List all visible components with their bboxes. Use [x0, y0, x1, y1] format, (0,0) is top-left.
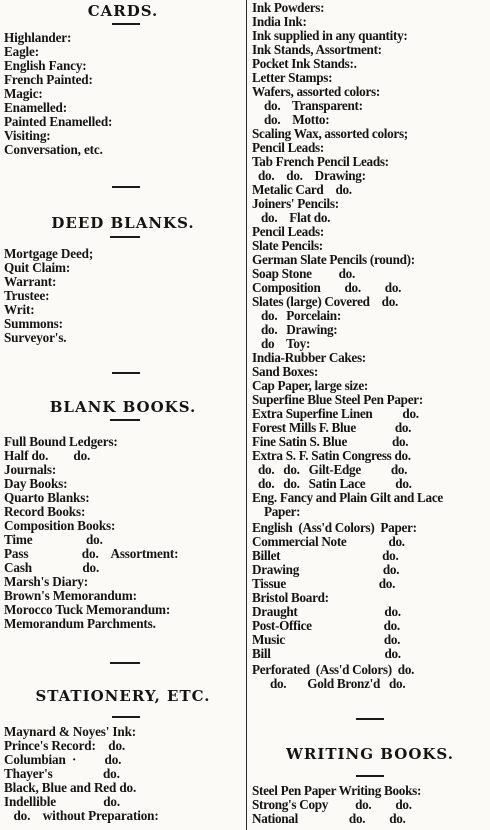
list-item: Joiners' Pencils: — [252, 196, 339, 211]
list-item: Extra S. F. Satin Congress do. — [252, 448, 411, 463]
list-item: Quit Claim: — [4, 260, 71, 275]
list-item: do. do. Gilt-Edge do. — [252, 462, 408, 477]
list-item: Journals: — [4, 462, 57, 477]
list-item: Composition do. do. — [252, 280, 402, 295]
list-item: Record Books: — [4, 504, 86, 519]
list-item: Warrant: — [4, 274, 57, 289]
list-item: Indellible do. — [4, 794, 120, 809]
list-item: Brown's Memorandum: — [4, 588, 137, 603]
list-item: Superfine Blue Steel Pen Paper: — [252, 392, 423, 407]
list-item: Slate Pencils: — [252, 238, 323, 253]
list-item: Morocco Tuck Memorandum: — [4, 602, 171, 617]
section-heading-writing-books: WRITING BOOKS. — [286, 745, 454, 763]
list-item: do. Motto: — [252, 112, 330, 127]
section-separator — [112, 372, 140, 374]
list-item: Bristol Board: — [252, 590, 329, 605]
list-item: Drawing do. — [252, 562, 400, 577]
list-item: Marsh's Diary: — [4, 574, 88, 589]
list-item: English (Ass'd Colors) Paper: — [252, 520, 417, 535]
list-item: Cash do. — [4, 560, 100, 575]
section-rule — [356, 775, 384, 777]
section-rule — [112, 716, 140, 718]
list-item: National do. do. — [252, 811, 406, 826]
list-item: Scaling Wax, assorted colors; — [252, 126, 408, 141]
list-item: do. do. Drawing: — [252, 168, 366, 183]
section-rule — [110, 236, 140, 238]
list-item: Pencil Leads: — [252, 224, 324, 239]
list-item: Summons: — [4, 316, 63, 331]
list-item: Pocket Ink Stands:. — [252, 56, 357, 71]
list-item: Pass do. Assortment: — [4, 546, 179, 561]
list-item: do. Transparent: — [252, 98, 363, 113]
list-item: Prince's Record: do. — [4, 738, 126, 753]
list-item: India-Rubber Cakes: — [252, 350, 366, 365]
list-item: do Toy: — [252, 336, 311, 351]
list-item: Maynard & Noyes' Ink: — [4, 724, 137, 739]
list-item: Soap Stone do. — [252, 266, 355, 281]
list-item: Highlander: — [4, 30, 72, 45]
section-heading-blank-books: BLANK BOOKS. — [49, 398, 197, 416]
list-item: do. do. Satin Lace do. — [252, 476, 412, 491]
list-item: Pencil Leads: — [252, 140, 324, 155]
section-separator — [112, 186, 140, 188]
list-item: Mortgage Deed; — [4, 246, 94, 261]
section-heading-stationery: STATIONERY, ETC. — [35, 687, 211, 705]
list-item: do. Gold Bronz'd do. — [252, 676, 406, 691]
list-item: Fine Satin S. Blue do. — [252, 434, 409, 449]
section-separator — [356, 718, 384, 720]
list-item: Billet do. — [252, 548, 399, 563]
section-rule — [110, 419, 140, 421]
list-item: Composition Books: — [4, 518, 116, 533]
list-item: Enamelled: — [4, 100, 67, 115]
list-item: Steel Pen Paper Writing Books: — [252, 783, 422, 798]
list-item: Half do. do. — [4, 448, 91, 463]
list-item: Forest Mills F. Blue do. — [252, 420, 412, 435]
list-item: German Slate Pencils (round): — [252, 252, 415, 267]
section-separator — [110, 662, 140, 664]
list-item: Memorandum Parchments. — [4, 616, 156, 631]
list-item: Visiting: — [4, 128, 51, 143]
list-item: Sand Boxes: — [252, 364, 318, 379]
list-item: Music do. — [252, 632, 401, 647]
list-item: do. Flat do. — [252, 210, 331, 225]
list-item: Perforated (Ass'd Colors) do. — [252, 662, 415, 677]
list-item: Cap Paper, large size: — [252, 378, 368, 393]
list-item: do. Porcelain: — [252, 308, 341, 323]
list-item: Conversation, etc. — [4, 142, 103, 157]
list-item: Bill do. — [252, 646, 401, 661]
list-item: Extra Superfine Linen do. — [252, 406, 419, 421]
list-item: Time do. — [4, 532, 103, 547]
list-item: Ink supplied in any quantity: — [252, 28, 408, 43]
list-item: Surveyor's. — [4, 330, 67, 345]
list-item: Commercial Note do. — [252, 534, 405, 549]
list-item: Letter Stamps: — [252, 70, 333, 85]
list-item: Paper: — [252, 504, 301, 519]
section-heading-deed-blanks: DEED BLANKS. — [51, 214, 195, 232]
list-item: Quarto Blanks: — [4, 490, 90, 505]
column-divider — [246, 0, 247, 830]
list-item: Magic: — [4, 86, 43, 101]
list-item: Slates (large) Covered do. — [252, 294, 398, 309]
list-item: Post-Office do. — [252, 618, 400, 633]
list-item: Trustee: — [4, 288, 50, 303]
list-item: Ink Powders: — [252, 0, 325, 15]
list-item: Day Books: — [4, 476, 68, 491]
list-item: English Fancy: — [4, 58, 87, 73]
list-item: Tab French Pencil Leads: — [252, 154, 389, 169]
list-item: Thayer's do. — [4, 766, 120, 781]
list-item: Metalic Card do. — [252, 182, 352, 197]
list-item: Tissue do. — [252, 576, 396, 591]
list-item: Columbian · do. — [4, 752, 122, 767]
list-item: Black, Blue and Red do. — [4, 780, 137, 795]
list-item: do. without Preparation: — [4, 808, 159, 823]
list-item: do. Drawing: — [252, 322, 338, 337]
list-item: Wafers, assorted colors: — [252, 84, 380, 99]
list-item: Painted Enamelled: — [4, 114, 113, 129]
list-item: Writ: — [4, 302, 35, 317]
section-heading-cards: CARDS. — [87, 2, 159, 20]
section-rule — [112, 23, 140, 25]
list-item: Strong's Copy do. do. — [252, 797, 412, 812]
list-item: Draught do. — [252, 604, 401, 619]
list-item: India Ink: — [252, 14, 307, 29]
list-item: Full Bound Ledgers: — [4, 434, 118, 449]
list-item: Eagle: — [4, 44, 39, 59]
list-item: Ink Stands, Assortment: — [252, 42, 382, 57]
list-item: Eng. Fancy and Plain Gilt and Lace — [252, 490, 443, 505]
list-item: French Painted: — [4, 72, 93, 87]
